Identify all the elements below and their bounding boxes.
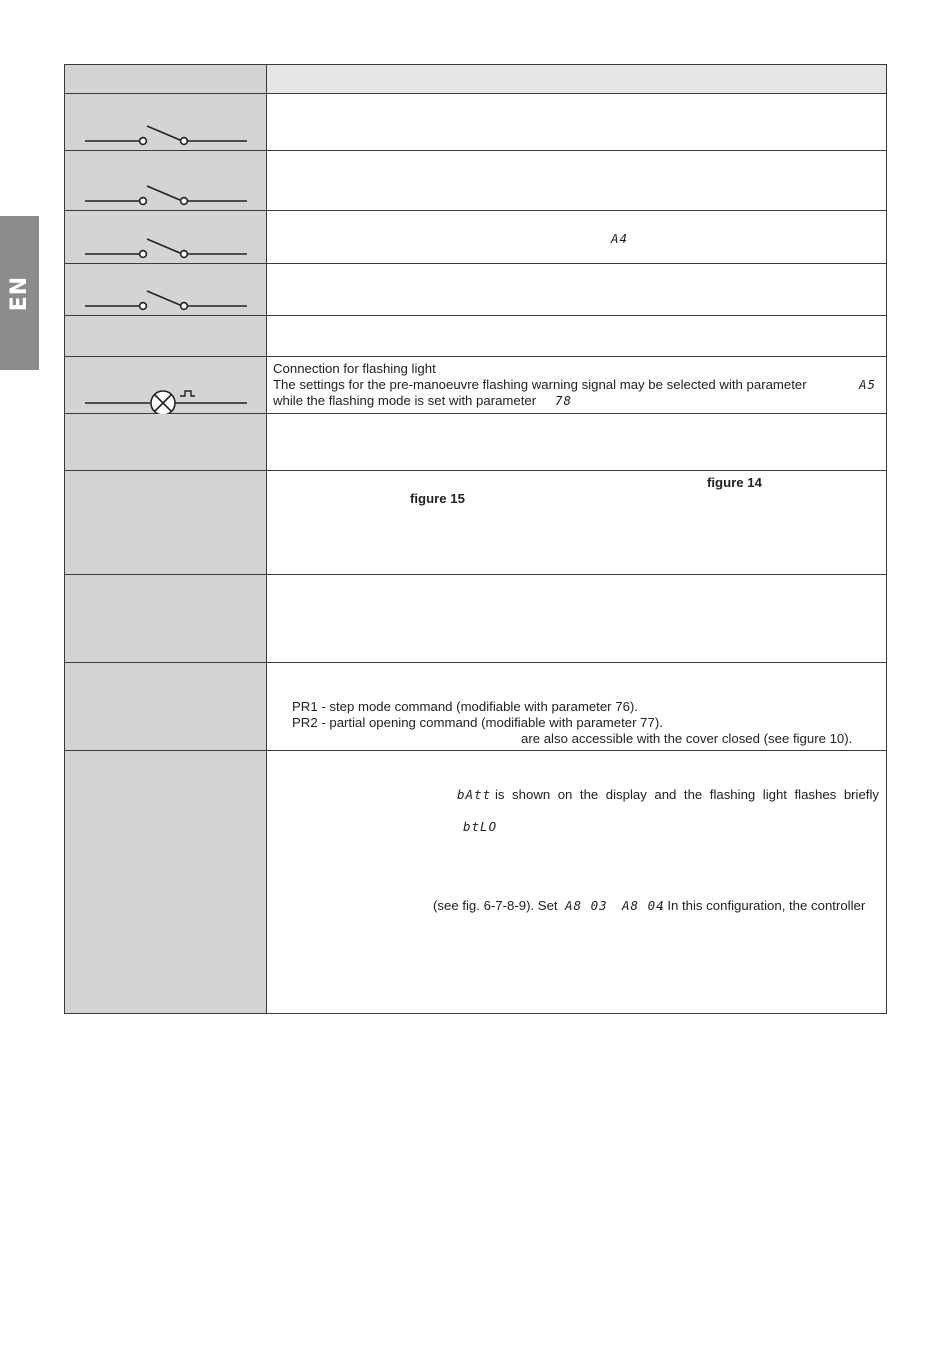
description-cell: [267, 151, 887, 211]
description-cell: [267, 471, 887, 575]
symbol-cell: [65, 663, 267, 751]
table-row: [65, 94, 887, 151]
description-cell: [267, 751, 887, 1014]
description-cell: [267, 316, 887, 357]
symbol-cell: [65, 575, 267, 663]
param-code: A4: [611, 231, 629, 246]
header-cell-right: [267, 65, 887, 94]
pr2-text: PR2 - partial opening command (modifiable with parameter 77).: [292, 715, 663, 730]
symbol-cell: [65, 357, 267, 414]
table-row: [65, 211, 887, 264]
symbol-cell: [65, 264, 267, 316]
table-row: [65, 414, 887, 471]
table-row: [65, 663, 887, 751]
table-row: [65, 471, 887, 575]
config-text-pre: (see fig. 6-7-8-9). Set: [433, 898, 558, 913]
display-code: A8 04: [622, 898, 665, 913]
description-cell: [267, 357, 887, 414]
switch-contact-icon: [83, 231, 249, 261]
param-code: 78: [555, 393, 573, 408]
symbol-cell: [65, 94, 267, 151]
language-tab: [0, 216, 39, 370]
cover-text: are also accessible with the cover closed (see figure 10).: [521, 731, 853, 746]
figure-ref: figure 14: [707, 475, 762, 490]
table-header-row: [65, 65, 887, 94]
display-code: bAtt: [457, 787, 492, 802]
description-cell: [267, 264, 887, 316]
symbol-cell: [65, 414, 267, 471]
flashing-lamp-icon: [83, 381, 249, 415]
symbol-cell: [65, 751, 267, 1014]
description-cell: [267, 663, 887, 751]
table-row: [65, 316, 887, 357]
description-cell: [267, 211, 887, 264]
table-row: [65, 151, 887, 211]
flash-line-3: while the flashing mode is set with parameter: [273, 393, 537, 408]
terminal-table: [64, 64, 887, 1014]
param-code: A5: [859, 377, 877, 392]
switch-contact-icon: [83, 118, 249, 148]
batt-text: is shown on the display and the flashing light flashes briefly: [495, 787, 879, 802]
pr1-text: PR1 - step mode command (modifiable with parameter 76).: [292, 699, 638, 714]
flash-line-1: Connection for flashing light: [273, 361, 436, 376]
description-cell: [267, 414, 887, 471]
table-row: [65, 357, 887, 414]
symbol-cell: [65, 471, 267, 575]
table-row: [65, 575, 887, 663]
table-row: [65, 264, 887, 316]
switch-contact-icon: [83, 283, 249, 313]
figure-ref: figure 15: [410, 491, 465, 506]
language-tab-label: EN: [6, 275, 32, 311]
switch-contact-icon: [83, 178, 249, 208]
display-code: btLO: [463, 819, 498, 834]
symbol-cell: [65, 316, 267, 357]
flash-line-2: The settings for the pre-manoeuvre flashing warning signal may be selected with parameter: [273, 377, 807, 392]
description-cell: [267, 94, 887, 151]
config-text-post: . In this configuration, the controller: [660, 898, 866, 913]
description-cell: [267, 575, 887, 663]
symbol-cell: [65, 151, 267, 211]
symbol-cell: [65, 211, 267, 264]
header-cell-left: [65, 65, 267, 94]
display-code: A8 03: [565, 898, 608, 913]
table-row: [65, 751, 887, 1014]
